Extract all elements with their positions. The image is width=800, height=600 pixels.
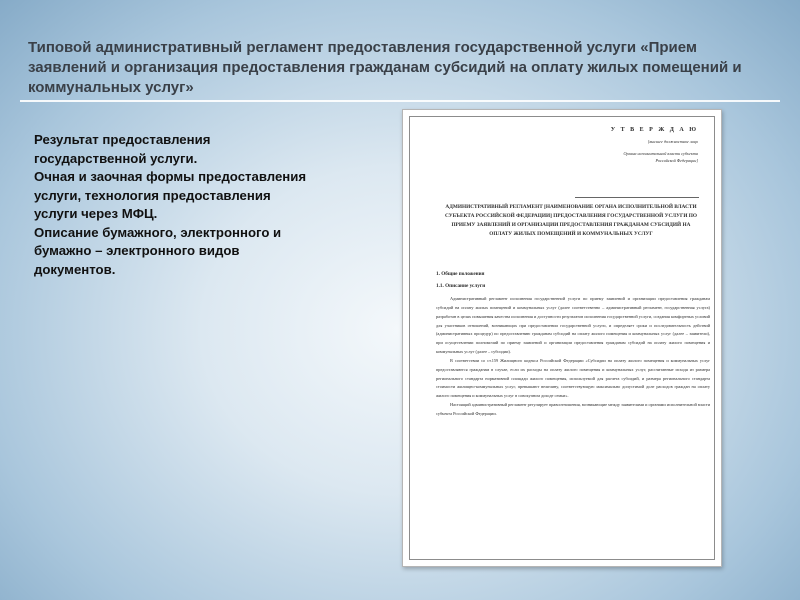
summary-line: документов. [34,261,116,277]
section-heading: 1. Общие положения [436,271,485,277]
summary-line: бумажно – электронного видов [34,243,240,258]
summary-line: Очная и заочная формы предоставления [34,169,307,184]
slide-title: Типовой административный регламент предоставления государственной услуги «Прием заявлений и организация предоставления гражданам субсидий на оплату жилых помещений и коммунальных услуг» [28,39,742,96]
document-body [436,295,710,419]
regulation-title: АДМИНИСТРАТИВНЫЙ РЕГЛАМЕНТ [НАИМЕНОВАНИЕ ОРГАНА ИСПОЛНИТЕЛЬНОЙ ВЛАСТИ СУБЪЕКТА РОССИЙСКОЙ ФЕДЕРАЦИИ] ПРЕДОСТАВЛЕНИЯ ГОСУДАРСТВЕННОЙ УСЛУГИ ПО ПРИЕМУ ЗАЯВЛЕНИЙ И ОРГАНИЗАЦИИ ПРЕДОСТАВЛЕНИЯ ГРАЖДАНАМ СУБСИДИЙ НА ОПЛАТУ ЖИЛЫХ ПОМЕЩЕНИЙ И КОММУНАЛЬНЫХ УСЛУГ [444,204,698,237]
approve-heading: У Т В Е Р Ж Д А Ю [610,127,698,133]
document-paragraph: В соответствии со ст.159 Жилищного кодекса Российской Федерации «Субсидии на оплату жилого помещения и коммунальных услуг предоставляются гражданам в случае, если их расходы на оплату жилого помещения и коммунальных услуг, рассчитанные исходя из размера регионального стандарта нормативной площади жилого помещения, используемой для расчета субсидий, и размера регионального стандарта стоимости жилищно-коммунальных услуг, превышают величину, соответствующую максимально допустимой доле расходов граждан на оплату жилого помещения и коммунальных услуг в совокупном доходе семьи». [436,357,710,399]
approve-line: Российской Федерации] [655,158,698,163]
summary-line: услуги, технология предоставления [34,187,271,203]
summary-line: государственной услуги. [34,150,198,166]
summary-text [34,131,364,279]
summary-line: Описание бумажного, электронного и [34,224,282,240]
summary-line: услуги через МФЦ. [34,206,158,221]
document-paragraph: Административный регламент исполнения государственной услуги по приему заявлений и организации предоставления гражданам субсидий на оплату жилых помещений и коммунальных услуг (далее соответственно – административный регламент, государственная услуга) разработан в целях повышения качества исполнения и доступности результатов исполнения государственной услуги, создания комфортных условий для участников отношений, возникающих при предоставлении государственной услуги, и определяет сроки и последовательность действий (административных процедур) по предоставлению гражданам субсидий на оплату жилого помещения и коммунальных услуг (далее – заявители), при осуществлении полномочий по приему заявлений и организации предоставления гражданам субсидий на оплату жилого помещения и коммунальных услуг (далее – субсидии). [436,296,710,355]
document-paragraph: Настоящий административный регламент регулирует правоотношения, возникающие между заявителями и органами исполнительной власти субъекта Российской Федерации. [436,402,710,416]
title-divider [20,100,780,102]
approve-line: Органа исполнительной власти субъекта [623,151,698,156]
subsection-heading: 1.1. Описание услуги [436,283,486,289]
approval-block [578,127,698,164]
approve-line: [высшее должностное лицо [647,139,698,144]
summary-line: Результат предоставления [34,132,211,147]
document-image-frame [402,109,722,567]
signature-line [575,197,699,198]
document-page [409,116,715,560]
